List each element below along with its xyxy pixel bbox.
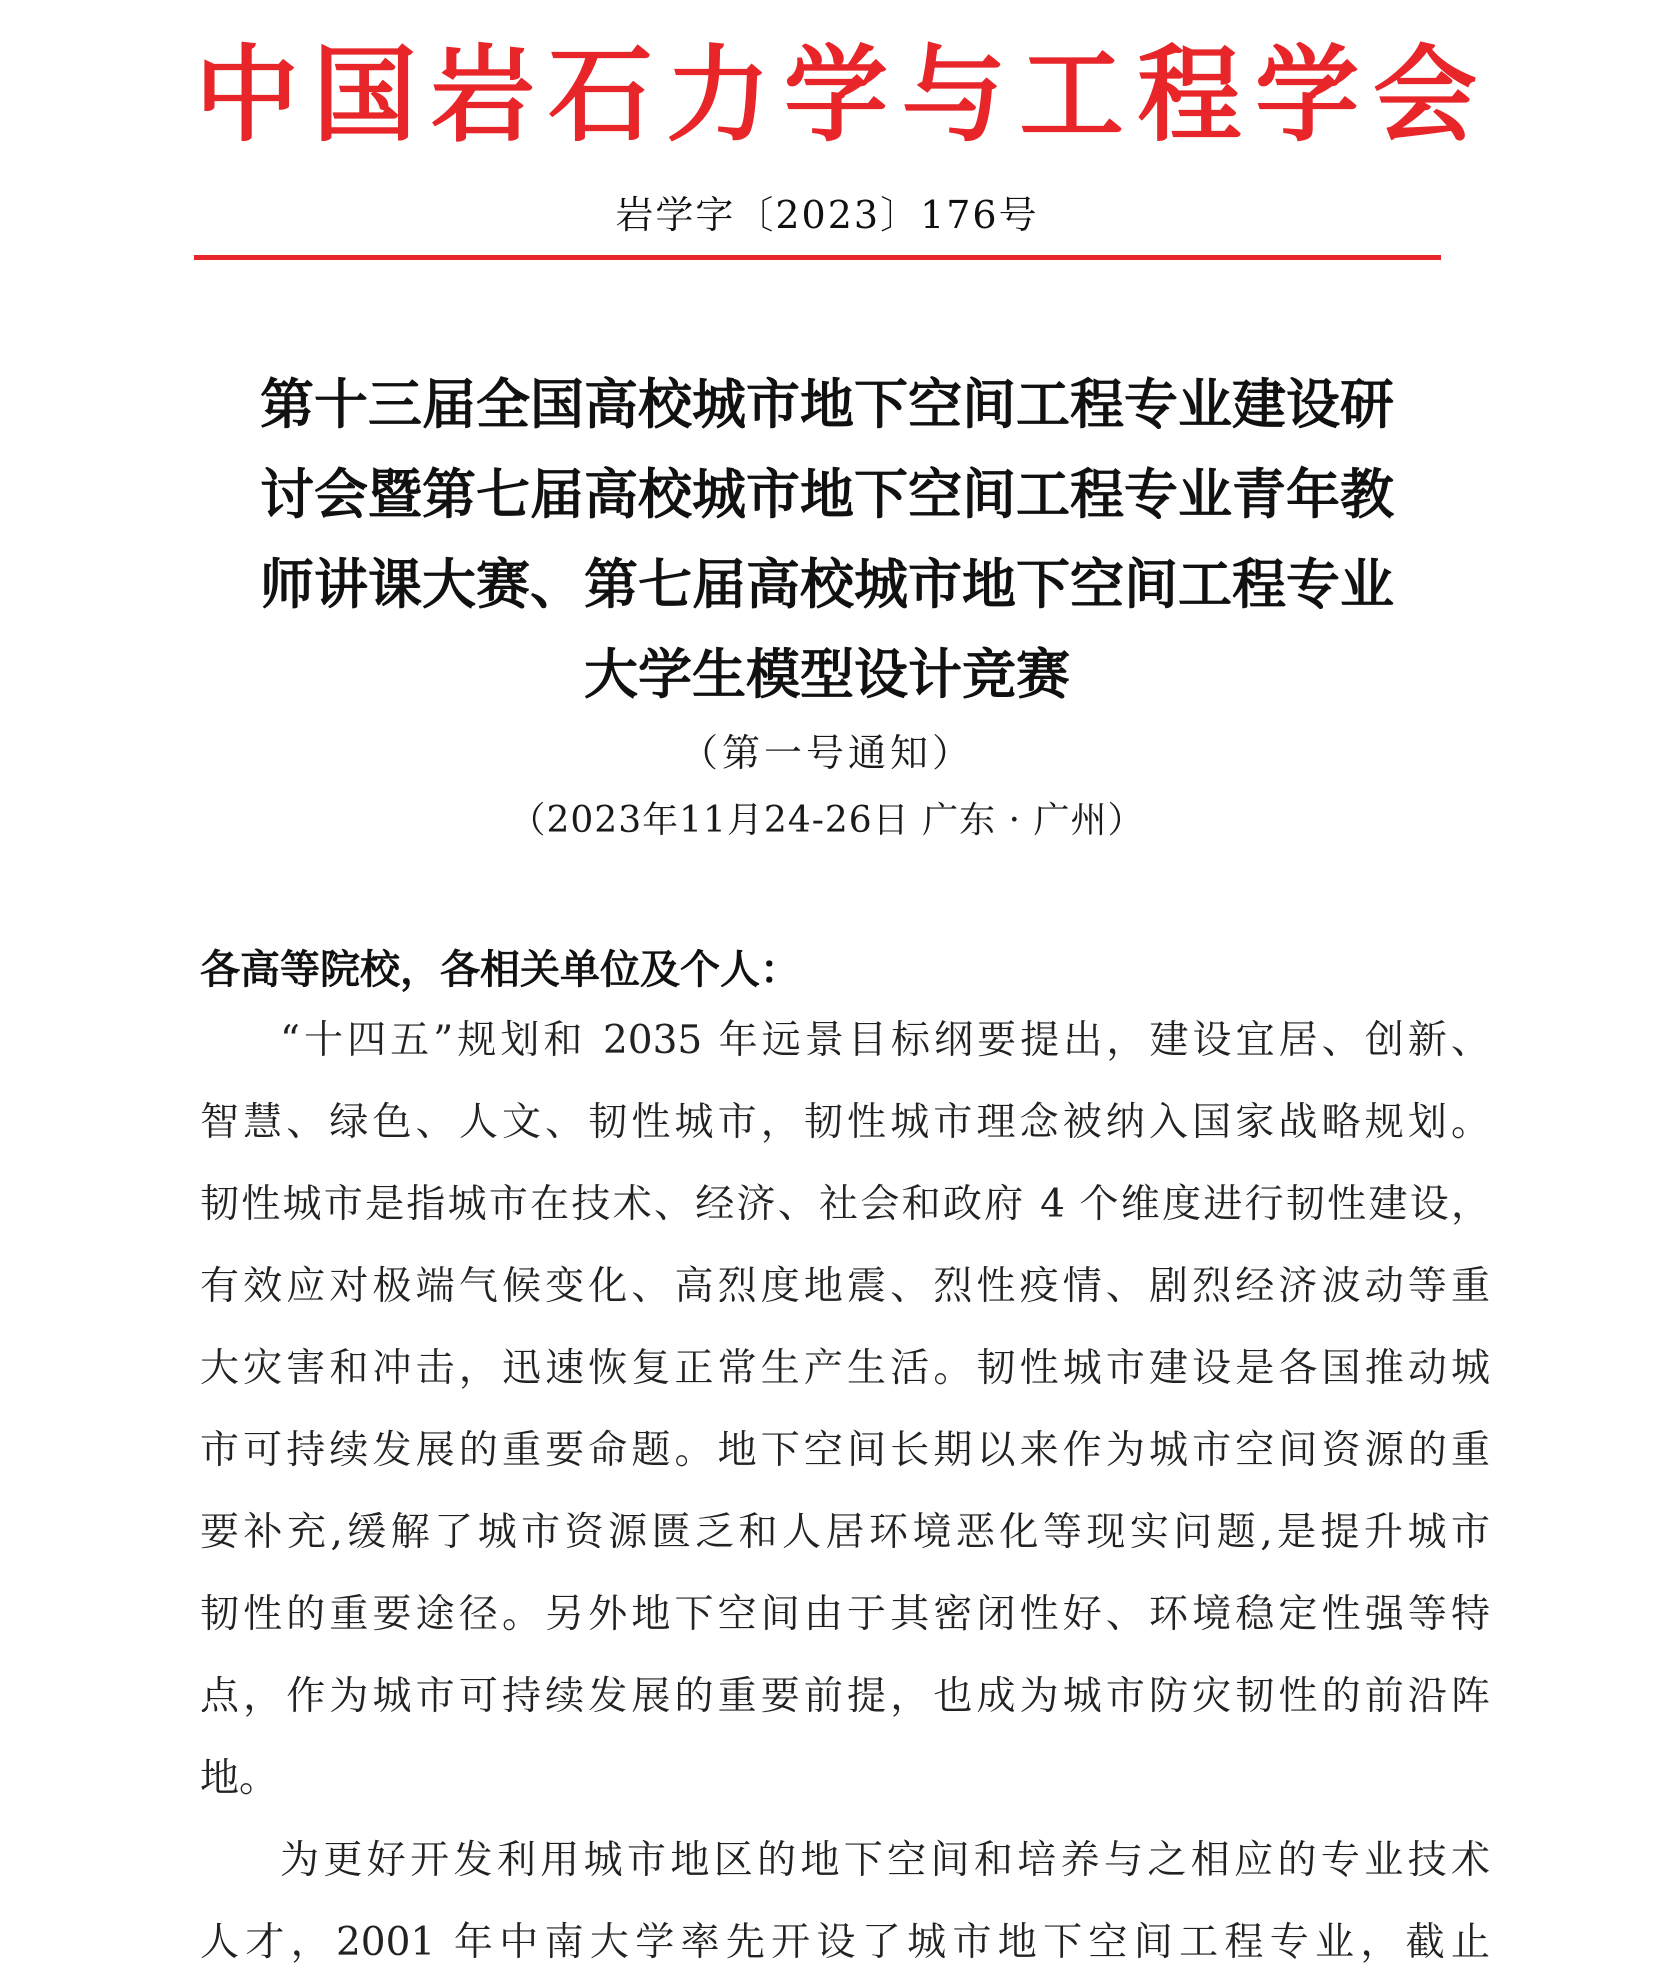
text-line: 地。 — [200, 1756, 279, 1801]
event-date-location: （2023年11月24-26日 广东 · 广州） — [509, 800, 1145, 841]
notice-title — [215, 360, 1439, 720]
text-line: 韧性城市是指城市在技术、经济、社会和政府 4 个维度进行韧性建设， — [200, 1182, 1490, 1227]
title-line: 师讲课大赛、第七届高校城市地下空间工程专业 — [260, 553, 1394, 616]
notice-number: （第一号通知） — [679, 731, 974, 775]
text-line: “十四五”规划和 2035 年远景目标纲要提出，建设宜居、创新、 — [280, 1018, 1490, 1063]
text-line: 有效应对极端气候变化、高烈度地震、烈性疫情、剧烈经济波动等重 — [200, 1264, 1490, 1309]
title-line: 第十三届全国高校城市地下空间工程专业建设研 — [260, 373, 1394, 436]
organization-header: 中国岩石力学与工程学会 — [195, 34, 1485, 156]
text-line: 智慧、绿色、人文、韧性城市，韧性城市理念被纳入国家战略规划。 — [200, 1100, 1490, 1145]
text-line: 大灾害和冲击，迅速恢复正常生产生活。韧性城市建设是各国推动城 — [200, 1346, 1490, 1391]
title-line: 大学生模型设计竞赛 — [584, 643, 1070, 706]
document-number: 岩学字〔2023〕176号 — [615, 193, 1039, 237]
paragraph-1 — [200, 1000, 1490, 1820]
text-line: 人才，2001 年中南大学率先开设了城市地下空间工程专业，截止 — [200, 1920, 1490, 1965]
text-line: 点，作为城市可持续发展的重要前提，也成为城市防灾韧性的前沿阵 — [200, 1674, 1490, 1719]
text-line: 韧性的重要途径。另外地下空间由于其密闭性好、环境稳定性强等特 — [200, 1592, 1490, 1637]
title-line: 讨会暨第七届高校城市地下空间工程专业青年教 — [260, 463, 1394, 526]
salutation: 各高等院校，各相关单位及个人： — [200, 946, 800, 993]
text-line: 要补充,缓解了城市资源匮乏和人居环境恶化等现实问题,是提升城市 — [200, 1510, 1490, 1555]
header-divider — [194, 255, 1441, 260]
body-text — [200, 1000, 1490, 1984]
text-line: 为更好开发利用城市地区的地下空间和培养与之相应的专业技术 — [280, 1838, 1490, 1883]
paragraph-2 — [200, 1820, 1490, 1984]
text-line: 市可持续发展的重要命题。地下空间长期以来作为城市空间资源的重 — [200, 1428, 1490, 1473]
